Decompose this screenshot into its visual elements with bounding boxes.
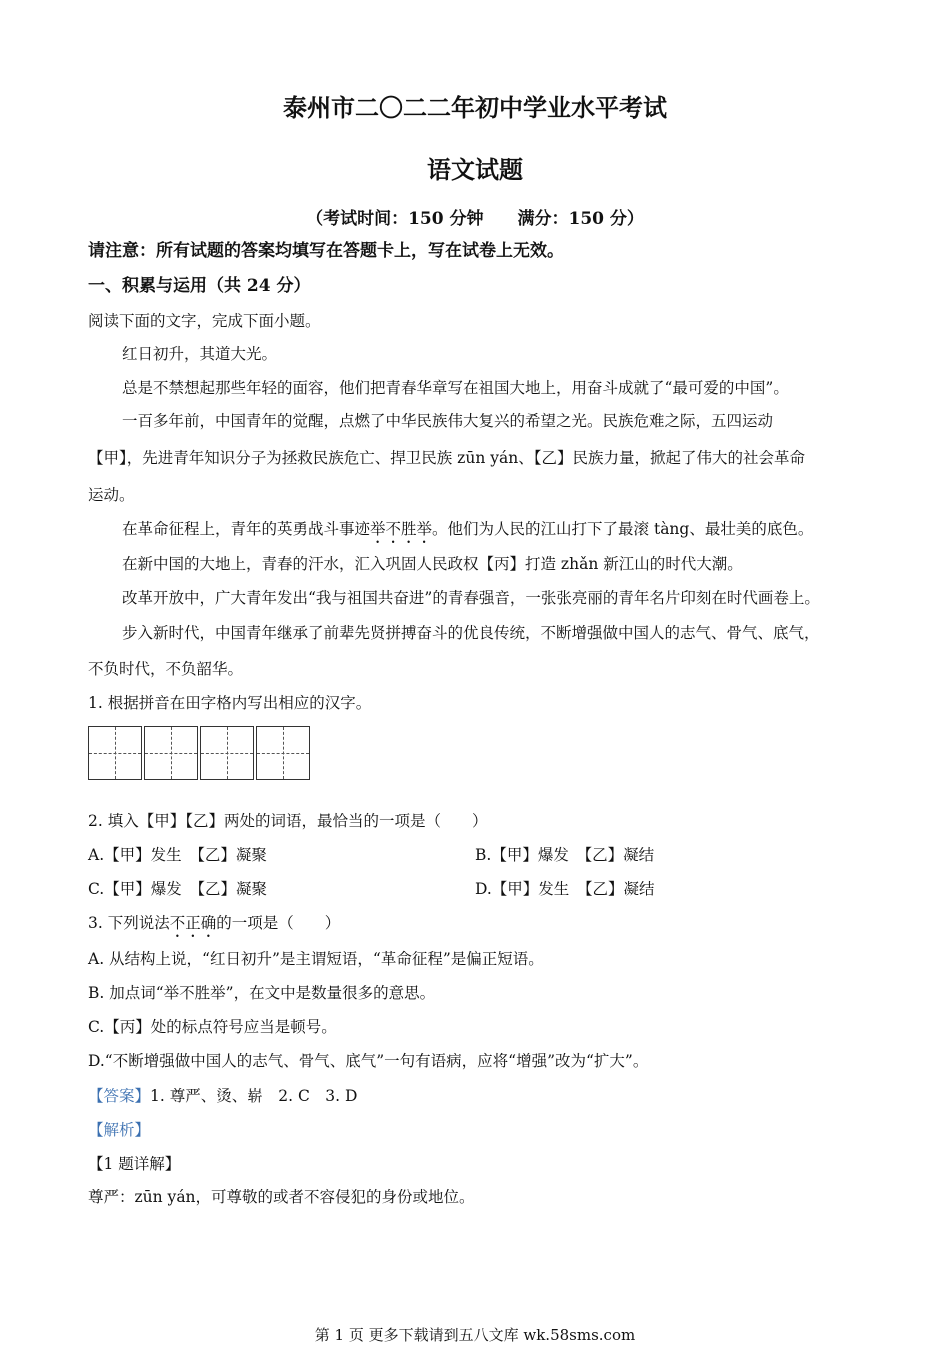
q3-option-a: A. 从结构上说，“红日初升”是主谓短语，“革命征程”是偏正短语。 bbox=[88, 950, 544, 968]
question-3 bbox=[88, 912, 880, 941]
passage-p5: 在新中国的大地上，青春的汗水，汇入巩固人民政权【丙】打造 zhǎn 新江山的时代大潮。 bbox=[122, 555, 743, 573]
exam-title: 泰州市二〇二二年初中学业水平考试 bbox=[283, 93, 667, 122]
passage-p7a: 步入新时代，中国青年继承了前辈先贤拼搏奋斗的优良传统，不断增强做中国人的志气、骨气、底气， bbox=[122, 624, 820, 642]
question-2: 2. 填入【甲】【乙】两处的词语，最恰当的一项是（ ） bbox=[88, 812, 488, 830]
q2-option-a: A.【甲】发生 【乙】凝聚 bbox=[88, 846, 267, 864]
tianzige-cell bbox=[200, 726, 254, 780]
passage-p2: 总是不禁想起那些年轻的面容，他们把青春华章写在祖国大地上，用奋斗成就了“最可爱的中国”。 bbox=[122, 379, 789, 397]
q3-option-c: C.【丙】处的标点符号应当是顿号。 bbox=[88, 1018, 337, 1036]
tianzige-grid bbox=[88, 726, 310, 780]
tianzige-cell bbox=[88, 726, 142, 780]
tianzige-cell bbox=[144, 726, 198, 780]
q2-option-d: D.【甲】发生 【乙】凝结 bbox=[475, 880, 655, 898]
detail-text: 尊严：zūn yán，可尊敬的或者不容侵犯的身份或地位。 bbox=[88, 1188, 475, 1206]
passage-p4 bbox=[122, 518, 880, 547]
detail-label: 【1 题详解】 bbox=[88, 1155, 181, 1173]
passage-p3c: 运动。 bbox=[88, 486, 135, 504]
reading-intro: 阅读下面的文字，完成下面小题。 bbox=[88, 312, 321, 330]
q2-option-c: C.【甲】爆发 【乙】凝聚 bbox=[88, 880, 267, 898]
exam-info: （考试时间：150 分钟 满分：150 分） bbox=[306, 209, 644, 229]
page-footer: 第 1 页 更多下载请到五八文库 wk.58sms.com bbox=[314, 1326, 636, 1344]
answer-line bbox=[88, 1085, 880, 1107]
passage-p3a: 一百多年前，中国青年的觉醒，点燃了中华民族伟大复兴的希望之光。民族危难之际，五四运动 bbox=[122, 412, 774, 430]
section-heading: 一、积累与运用（共 24 分） bbox=[88, 276, 311, 296]
passage-p1: 红日初升，其道大光。 bbox=[122, 345, 278, 363]
passage-p4-pre: 在革命征程上，青年的英勇战斗事迹 bbox=[122, 520, 371, 538]
q3-option-b: B. 加点词“举不胜举”，在文中是数量很多的意思。 bbox=[88, 984, 436, 1002]
notice: 请注意：所有试题的答案均填写在答题卡上，写在试卷上无效。 bbox=[88, 241, 564, 261]
q3-option-d: D.“不断增强做中国人的志气、骨气、底气”一句有语病，应将“增强”改为“扩大”。 bbox=[88, 1052, 649, 1070]
passage-p4-post: 。他们为人民的江山打下了最滚 tàng、最壮美的底色。 bbox=[432, 520, 814, 538]
passage-p7b: 不负时代，不负韶华。 bbox=[88, 660, 244, 678]
q3-stem-dotted: 不正确 bbox=[169, 914, 217, 932]
question-1: 1. 根据拼音在田字格内写出相应的汉字。 bbox=[88, 694, 372, 712]
passage-p3b: 【甲】，先进青年知识分子为拯救民族危亡、捍卫民族 zūn yán、【乙】民族力量，掀起了伟大的社会革命 bbox=[88, 449, 805, 467]
q3-stem-post: 的一项是（ ） bbox=[216, 914, 341, 932]
tianzige-cell bbox=[256, 726, 310, 780]
passage-p6: 改革开放中，广大青年发出“我与祖国共奋进”的青春强音，一张张亮丽的青年名片印刻在时代画卷上。 bbox=[122, 589, 820, 607]
q3-stem-pre: 3. 下列说法 bbox=[88, 914, 170, 932]
q2-option-b: B.【甲】爆发 【乙】凝结 bbox=[475, 846, 655, 864]
dotted-idiom: 举不胜举 bbox=[370, 520, 433, 538]
subject-title: 语文试题 bbox=[427, 155, 523, 184]
analysis-label: 【解析】 bbox=[88, 1121, 151, 1139]
answer-text: 1. 尊严、烫、崭 2. C 3. D bbox=[150, 1087, 358, 1105]
answer-label: 【答案】 bbox=[88, 1087, 151, 1105]
